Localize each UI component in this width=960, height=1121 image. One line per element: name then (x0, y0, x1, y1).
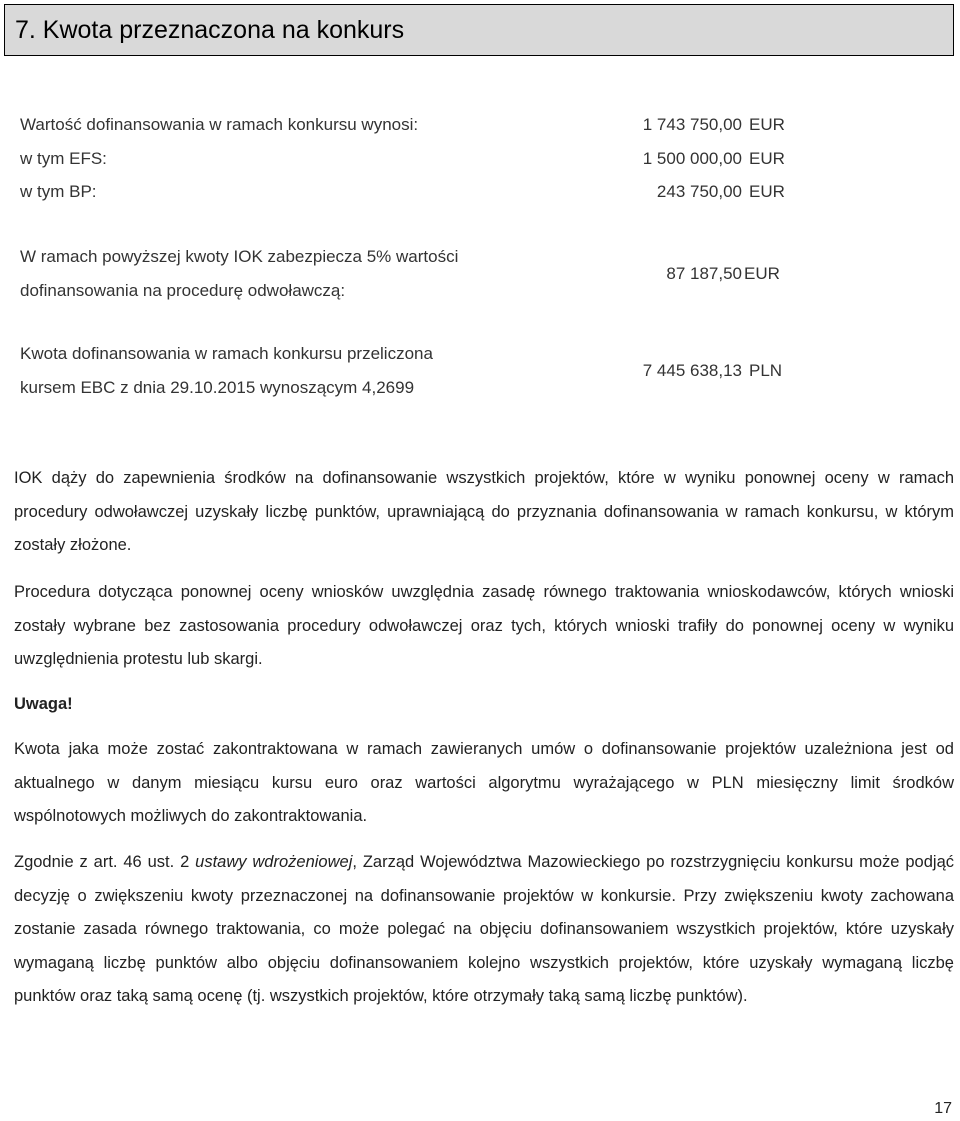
conversion-label-line2: kursem EBC z dnia 29.10.2015 wynoszącym 4,2699 (20, 378, 415, 397)
funding-label: w tym BP: (20, 182, 97, 201)
funding-currency: EUR (749, 149, 785, 168)
funding-label: w tym EFS: (20, 149, 107, 168)
law-reference: ustawy wdrożeniowej (195, 853, 353, 871)
page-number: 17 (934, 1100, 952, 1117)
p4-rest: , Zarząd Województwa Mazowieckiego po rozstrzygnięciu konkursu może podjąć decyzję o zwiększeniu kwoty przeznaczonej na dofinansowanie projektów w konkursie. Przy zwiększeniu kwoty zachowana zostanie zasada równego traktowania, co może polegać na objęciu dofinansowaniem wszystkich projektów, które uzyskały wymaganą liczbę punktów albo objęciu dofinansowaniem kolejno wszystkich projektów, które uzyskały wymaganą liczbę punktów oraz taką samą ocenę (tj. wszystkich projektów, które otrzymały taką samą liczbę punktów). (14, 853, 954, 1005)
reserve-currency: EUR (744, 264, 780, 283)
paragraph-contract-amount: Kwota jaka może zostać zakontraktowana w ramach zawieranych umów o dofinansowanie projektów uzależniona jest od aktualnego w danym miesiącu kursu euro oraz wartości algorytmu wyrażającego w PLN miesięczny limit środków wspólnotowych możliwych do zakontraktowania. (14, 740, 954, 825)
funding-amount: 243 750,00 (656, 182, 742, 201)
paragraph-equal-treatment: Procedura dotycząca ponownej oceny wniosków uwzględnia zasadę równego traktowania wnioskodawców, których wnioski zostały wybrane bez zastosowania procedury odwoławczej oraz tych, których wnioski trafiły do ponownej oceny w wyniku uwzględnienia protestu lub skargi. (14, 583, 954, 668)
p4-start: Zgodnie z art. 46 ust. 2 (14, 853, 196, 871)
reserve-label-line2: dofinansowania na procedurę odwoławczą: (20, 281, 346, 300)
reserve-amount: 87 187,50 (666, 264, 742, 283)
paragraph-amount-increase (14, 846, 954, 1014)
funding-label: Wartość dofinansowania w ramach konkursu wynosi: (20, 115, 419, 134)
funding-amount: 1 743 750,00 (642, 115, 742, 134)
funding-currency: EUR (749, 115, 785, 134)
conversion-currency: PLN (749, 361, 783, 380)
paragraph-funding-assurance: IOK dąży do zapewnienia środków na dofinansowanie wszystkich projektów, które w wyniku ponownej oceny w ramach procedury odwoławczej uzyskały liczbę punktów, uprawniającą do przyznania dofinansowania w ramach konkursu, w którym zostały złożone. (14, 469, 954, 554)
funding-amount: 1 500 000,00 (642, 149, 742, 168)
conversion-amount: 7 445 638,13 (642, 361, 742, 380)
reserve-label-line1: W ramach powyższej kwoty IOK zabezpiecza 5% wartości (20, 247, 459, 266)
section-header (4, 4, 954, 56)
funding-currency: EUR (749, 182, 785, 201)
conversion-label-line1: Kwota dofinansowania w ramach konkursu przeliczona (20, 344, 433, 363)
section-title: 7. Kwota przeznaczona na konkurs (15, 15, 405, 44)
funding-row-conversion (14, 337, 954, 405)
note-label: Uwaga! (14, 695, 73, 713)
funding-row-reserve (14, 240, 954, 308)
